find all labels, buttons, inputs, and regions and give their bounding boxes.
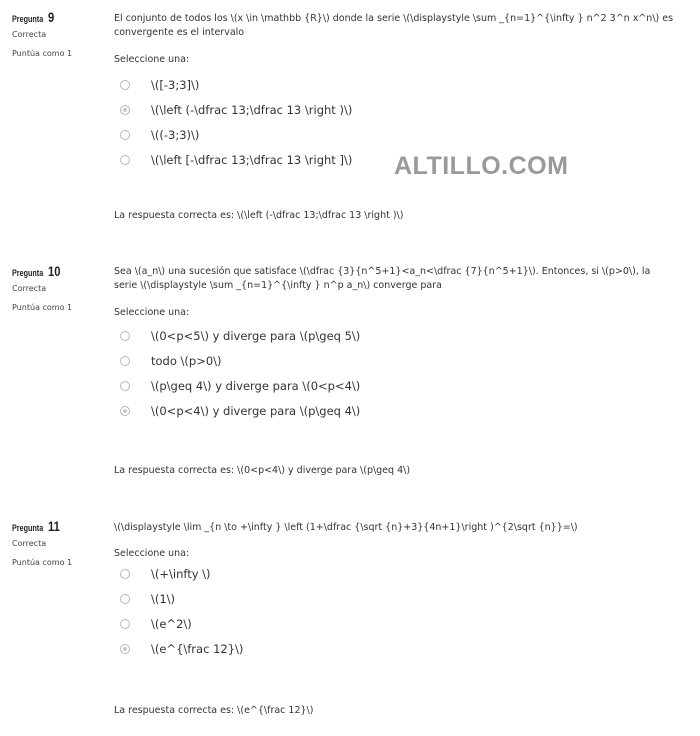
answer-option[interactable] xyxy=(114,323,674,348)
radio-button[interactable] xyxy=(120,569,130,579)
answer-option[interactable] xyxy=(114,373,674,398)
answer-option[interactable] xyxy=(114,586,674,611)
question-text: Sea \(a_n\) una sucesión que satisface \(\dfrac {3}{n^5+1}<a_n<\dfrac {7}{n^5+1}\). Entonces, si \(p>0\), la serie \(\displaystyle \sum _{n=1}^{\infty } n^p a_n\) converge para xyxy=(114,266,651,291)
answer-prompt: Seleccione una: xyxy=(114,307,190,318)
question-number-value: 10 xyxy=(48,263,61,279)
answer-option[interactable] xyxy=(114,611,674,636)
correct-answer-feedback: La respuesta correcta es: \(0<p<4\) y diverge para \(p\geq 4\) xyxy=(114,465,411,476)
question-text: El conjunto de todos los \(x \in \mathbb {R}\) donde la serie \(\displaystyle \sum _{n=1}^{\infty } n^2 3^n x^n\) es convergente es el intervalo xyxy=(114,13,674,38)
question-content xyxy=(114,9,674,229)
radio-button[interactable] xyxy=(120,619,130,629)
question-number xyxy=(12,9,102,25)
radio-button-selected[interactable] xyxy=(120,644,130,654)
question-state: Correcta xyxy=(12,30,47,39)
question-number-value: 11 xyxy=(48,518,61,534)
radio-button[interactable] xyxy=(120,356,130,366)
question-state: Correcta xyxy=(12,284,47,293)
answer-prompt: Seleccione una: xyxy=(114,54,190,65)
answer-label: \([-3;3]\) xyxy=(151,77,200,92)
question-info xyxy=(12,9,102,58)
answer-label: \(0<p<4\) y diverge para \(p\geq 4\) xyxy=(151,403,361,418)
answer-option[interactable] xyxy=(114,97,674,122)
answer-option[interactable] xyxy=(114,122,674,147)
answer-option[interactable] xyxy=(114,636,674,661)
question-grade: Puntúa como 1 xyxy=(12,49,73,58)
answer-option[interactable] xyxy=(114,561,674,586)
radio-button[interactable] xyxy=(120,331,130,341)
answer-option[interactable] xyxy=(114,348,674,373)
answer-prompt: Seleccione una: xyxy=(114,548,190,559)
answer-label: \(0<p<5\) y diverge para \(p\geq 5\) xyxy=(151,328,361,343)
answer-label: \(\left [-\dfrac 13;\dfrac 13 \right ]\) xyxy=(151,152,353,167)
radio-button-selected[interactable] xyxy=(120,406,130,416)
answer-label: \(e^2\) xyxy=(151,616,192,631)
question-number xyxy=(12,518,102,534)
radio-button[interactable] xyxy=(120,130,130,140)
question-number xyxy=(12,263,102,279)
radio-button[interactable] xyxy=(120,381,130,391)
radio-button[interactable] xyxy=(120,80,130,90)
answer-list xyxy=(114,561,674,661)
question-info xyxy=(12,518,102,567)
question-state: Correcta xyxy=(12,539,47,548)
question-grade: Puntúa como 1 xyxy=(12,558,73,567)
correct-answer-feedback: La respuesta correcta es: \(\left (-\dfrac 13;\dfrac 13 \right )\) xyxy=(114,210,404,221)
answer-option[interactable] xyxy=(114,72,674,97)
answer-label: \(p\geq 4\) y diverge para \(0<p<4\) xyxy=(151,378,361,393)
answer-label: \(1\) xyxy=(151,591,176,606)
radio-button[interactable] xyxy=(120,594,130,604)
question-content xyxy=(114,518,674,728)
answer-label: \(\left (-\dfrac 13;\dfrac 13 \right )\) xyxy=(151,102,353,117)
answer-label: \((-3;3)\) xyxy=(151,127,200,142)
question-label: Pregunta xyxy=(12,14,44,24)
radio-button-selected[interactable] xyxy=(120,105,130,115)
question-label: Pregunta xyxy=(12,523,44,533)
question-text: \(\displaystyle \lim _{n \to +\infty } \left (1+\dfrac {\sqrt {n}+3}{4n+1}\right )^{2\sqrt {n}}=\) xyxy=(114,522,578,533)
answer-label: todo \(p>0\) xyxy=(151,353,222,368)
watermark: ALTILLO.COM xyxy=(394,152,569,180)
correct-answer-feedback: La respuesta correcta es: \(e^{\frac 12}\) xyxy=(114,705,314,716)
question-number-value: 9 xyxy=(48,9,55,25)
answer-list xyxy=(114,323,674,423)
question-label: Pregunta xyxy=(12,268,44,278)
answer-option[interactable] xyxy=(114,398,674,423)
answer-label: \(+\infty \) xyxy=(151,566,211,581)
question-grade: Puntúa como 1 xyxy=(12,303,73,312)
question-info xyxy=(12,263,102,312)
question-content xyxy=(114,263,674,483)
radio-button[interactable] xyxy=(120,155,130,165)
answer-label: \(e^{\frac 12}\) xyxy=(151,641,244,656)
